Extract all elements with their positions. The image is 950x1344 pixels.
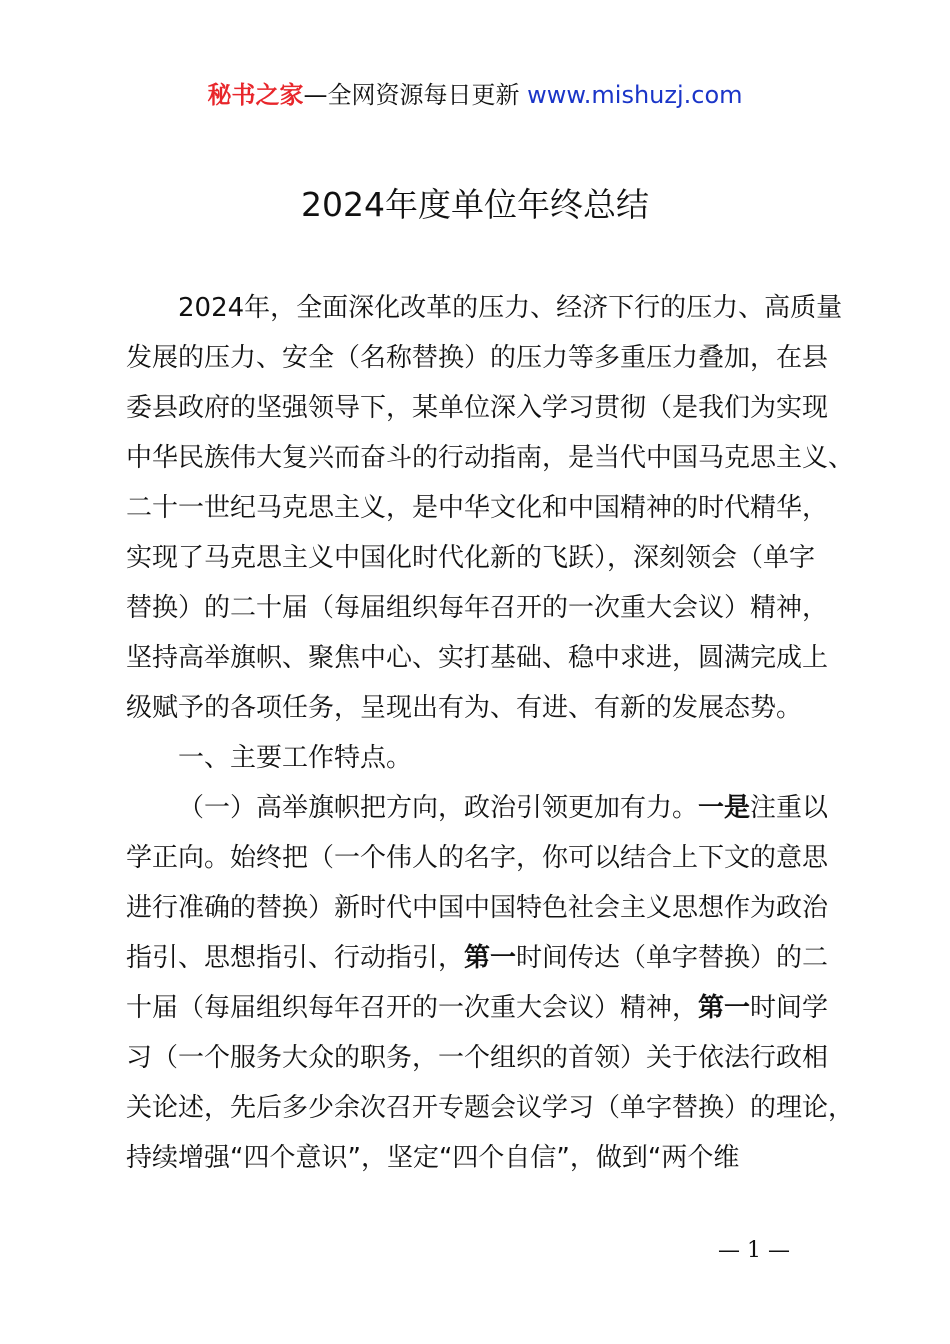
paragraph-line: 进行准确的替换）新时代中国中国特色社会主义思想作为政治 — [126, 893, 829, 923]
document-title: 2024年度单位年终总结 — [301, 185, 649, 224]
paragraph-line: 二十一世纪马克思主义，是中华文化和中国精神的时代精华， — [126, 493, 829, 523]
paragraph-line — [126, 933, 866, 983]
subsection-heading: （一）高举旗帜把方向，政治引领更加有力。 — [178, 793, 699, 823]
paragraph-line: 实现了马克思主义中国化时代化新的飞跃），深刻领会（单字 — [126, 543, 816, 573]
paragraph-line: 2024年，全面深化改革的压力、经济下行的压力、高质量 — [178, 293, 843, 323]
paragraph-line: 级赋予的各项任务，呈现出有为、有进、有新的发展态势。 — [126, 693, 803, 723]
paragraph-line: 关论述，先后多少余次召开专题会议学习（单字替换）的理论， — [126, 1093, 855, 1123]
site-tagline: —全网资源每日更新 — [303, 81, 520, 109]
paragraph-line: 习（一个服务大众的职务，一个组织的首领）关于依法行政相 — [126, 1043, 829, 1073]
site-header — [0, 78, 950, 112]
section-heading: 一、主要工作特点。 — [178, 743, 413, 773]
page-number: — 1 — — [718, 1238, 790, 1263]
emphasis-text: 一是 — [698, 793, 751, 823]
paragraph-line: 坚持高举旗帜、聚焦中心、实打基础、稳中求进，圆满完成上 — [126, 643, 829, 673]
line-text: 十届（每届组织每年召开的一次重大会议）精神， — [126, 993, 699, 1023]
line-text: 时间学 — [750, 993, 829, 1023]
paragraph-line: 发展的压力、安全（名称替换）的压力等多重压力叠加，在县 — [126, 343, 829, 373]
paragraph-line — [126, 783, 866, 833]
emphasis-text: 第一 — [698, 993, 751, 1023]
line-text: 注重以 — [750, 793, 829, 823]
site-name: 秘书之家 — [207, 81, 304, 109]
paragraph-line: 持续增强“四个意识”，坚定“四个自信”，做到“两个维 — [126, 1143, 740, 1173]
paragraph-line: 替换）的二十届（每届组织每年召开的一次重大会议）精神， — [126, 593, 829, 623]
paragraph-line — [126, 983, 866, 1033]
line-text: 时间传达（单字替换）的二 — [516, 943, 829, 973]
paragraph-line: 委县政府的坚强领导下，某单位深入学习贯彻（是我们为实现 — [126, 393, 829, 423]
emphasis-text: 第一 — [464, 943, 517, 973]
paragraph-line: 中华民族伟大复兴而奋斗的行动指南，是当代中国马克思主义、 — [126, 443, 855, 473]
paragraph-line: 学正向。始终把（一个伟人的名字，你可以结合上下文的意思 — [126, 843, 829, 873]
document-body — [126, 283, 866, 1183]
line-text: 指引、思想指引、行动指引， — [126, 943, 465, 973]
site-url[interactable]: www.mishuzj.com — [527, 81, 743, 109]
